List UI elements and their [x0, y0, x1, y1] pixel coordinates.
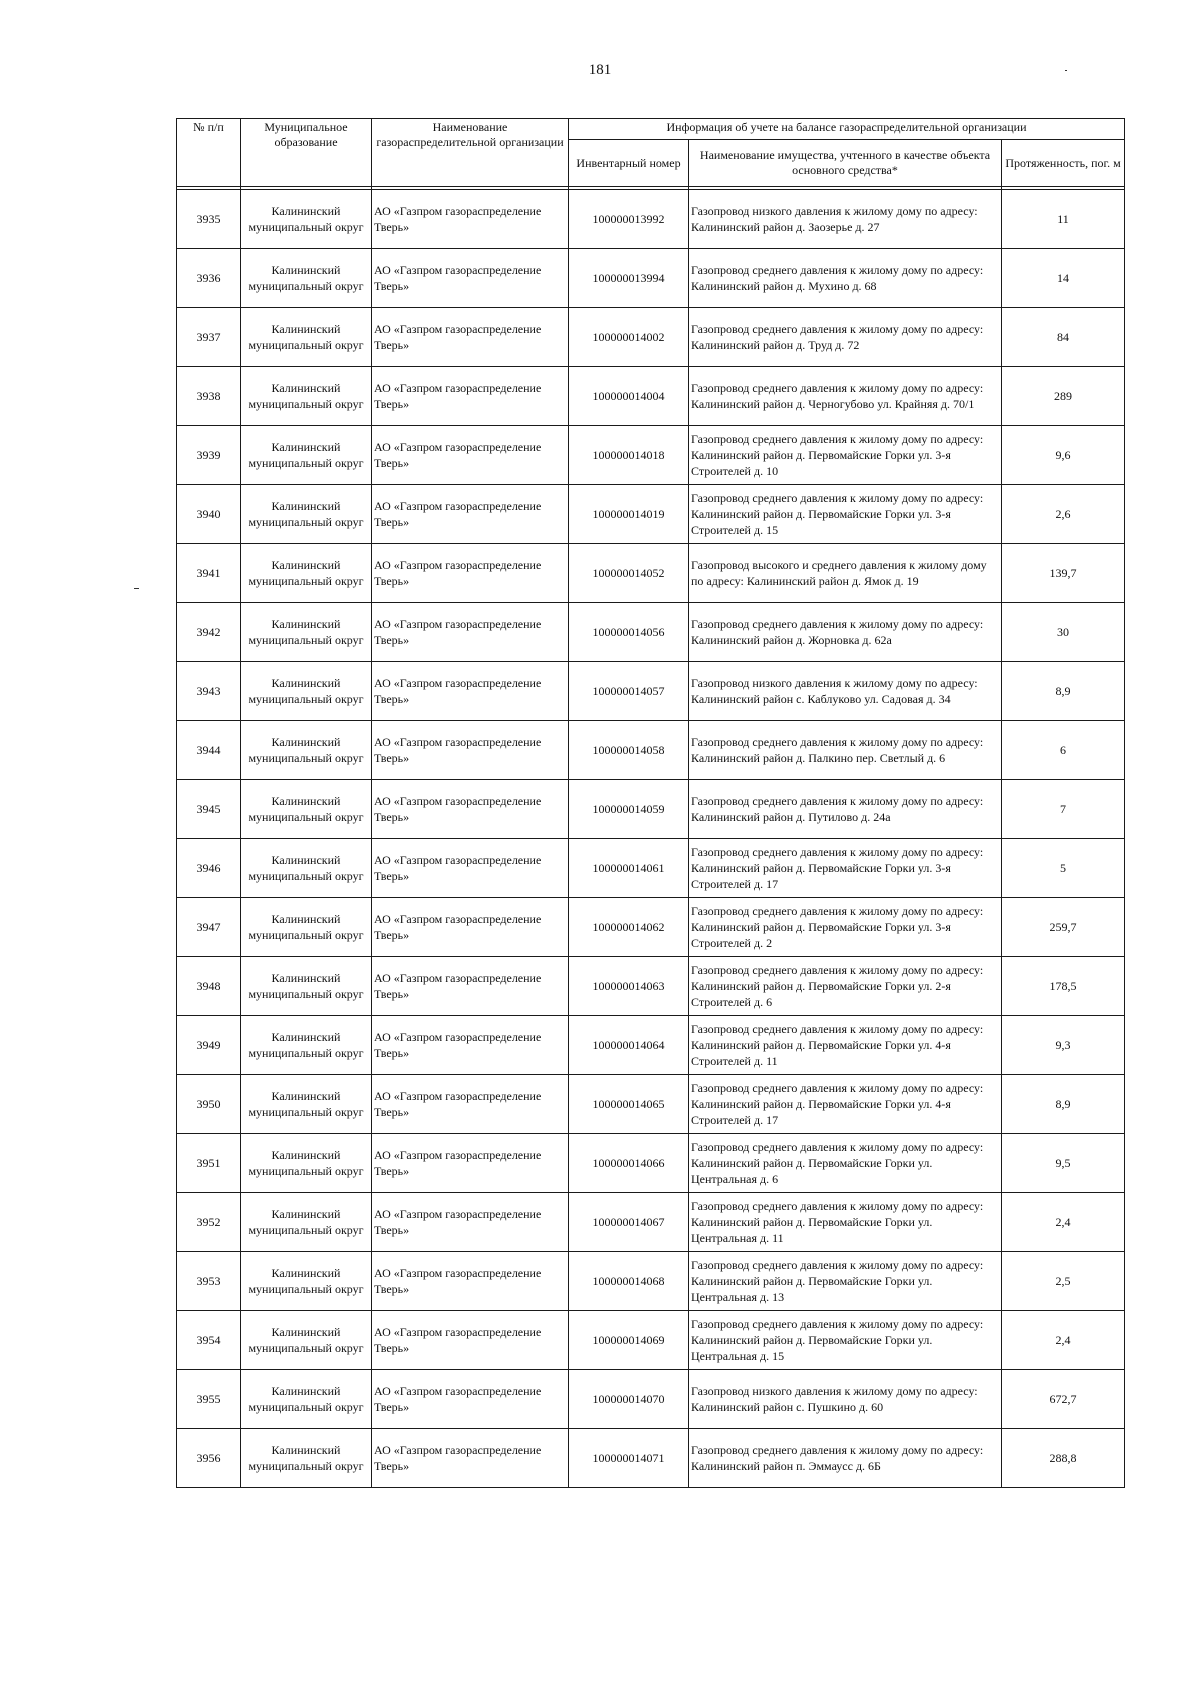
row-property-name: Газопровод среднего давления к жилому дому по адресу: Калининский район п. Эммаусс д. 6Б: [689, 1429, 1002, 1488]
row-municipality: Калининский муниципальный округ: [241, 1134, 372, 1193]
row-municipality: Калининский муниципальный округ: [241, 1016, 372, 1075]
row-length: 30: [1002, 603, 1125, 662]
table-row: [177, 957, 1125, 1016]
table-row: [177, 721, 1125, 780]
table-row: [177, 426, 1125, 485]
row-property-name: Газопровод высокого и среднего давления к жилому дому по адресу: Калининский район д. Ямок д. 19: [689, 544, 1002, 603]
row-inventory-number: 100000014002: [569, 308, 689, 367]
row-municipality: Калининский муниципальный округ: [241, 426, 372, 485]
row-municipality: Калининский муниципальный округ: [241, 1429, 372, 1488]
row-inventory-number: 100000014059: [569, 780, 689, 839]
row-inventory-number: 100000014070: [569, 1370, 689, 1429]
row-org: АО «Газпром газораспределение Тверь»: [372, 1134, 569, 1193]
row-org: АО «Газпром газораспределение Тверь»: [372, 1193, 569, 1252]
row-inventory-number: 100000013994: [569, 249, 689, 308]
row-org: АО «Газпром газораспределение Тверь»: [372, 1429, 569, 1488]
row-property-name: Газопровод среднего давления к жилому дому по адресу: Калининский район д. Первомайские Горки ул. 4-я Строителей д. 17: [689, 1075, 1002, 1134]
row-property-name: Газопровод среднего давления к жилому дому по адресу: Калининский район д. Первомайские Горки ул. 4-я Строителей д. 11: [689, 1016, 1002, 1075]
row-length: 8,9: [1002, 1075, 1125, 1134]
row-municipality: Калининский муниципальный округ: [241, 544, 372, 603]
row-length: 9,6: [1002, 426, 1125, 485]
row-number: 3937: [177, 308, 241, 367]
table-row: [177, 485, 1125, 544]
header-length: Протяженность, пог. м: [1002, 140, 1125, 187]
table-row: [177, 1252, 1125, 1311]
header-info-group: Информация об учете на балансе газораспределительной организации: [569, 119, 1125, 140]
row-property-name: Газопровод среднего давления к жилому дому по адресу: Калининский район д. Труд д. 72: [689, 308, 1002, 367]
row-property-name: Газопровод среднего давления к жилому дому по адресу: Калининский район д. Первомайские Горки ул. 3-я Строителей д. 15: [689, 485, 1002, 544]
row-property-name: Газопровод среднего давления к жилому дому по адресу: Калининский район д. Первомайские Горки ул. Центральная д. 6: [689, 1134, 1002, 1193]
row-municipality: Калининский муниципальный округ: [241, 898, 372, 957]
row-municipality: Калининский муниципальный округ: [241, 249, 372, 308]
row-org: АО «Газпром газораспределение Тверь»: [372, 1016, 569, 1075]
row-municipality: Калининский муниципальный округ: [241, 839, 372, 898]
row-org: АО «Газпром газораспределение Тверь»: [372, 603, 569, 662]
header-org: Наименование газораспределительной организации: [372, 119, 569, 187]
row-municipality: Калининский муниципальный округ: [241, 190, 372, 249]
row-org: АО «Газпром газораспределение Тверь»: [372, 426, 569, 485]
row-length: 288,8: [1002, 1429, 1125, 1488]
row-inventory-number: 100000014068: [569, 1252, 689, 1311]
row-inventory-number: 100000014067: [569, 1193, 689, 1252]
row-length: 2,4: [1002, 1193, 1125, 1252]
row-number: 3952: [177, 1193, 241, 1252]
row-inventory-number: 100000014057: [569, 662, 689, 721]
row-number: 3956: [177, 1429, 241, 1488]
row-number: 3940: [177, 485, 241, 544]
table-row: [177, 1075, 1125, 1134]
row-number: 3953: [177, 1252, 241, 1311]
row-org: АО «Газпром газораспределение Тверь»: [372, 544, 569, 603]
row-property-name: Газопровод низкого давления к жилому дому по адресу: Калининский район с. Пушкино д. 60: [689, 1370, 1002, 1429]
row-org: АО «Газпром газораспределение Тверь»: [372, 190, 569, 249]
row-length: 289: [1002, 367, 1125, 426]
row-municipality: Калининский муниципальный округ: [241, 367, 372, 426]
row-property-name: Газопровод среднего давления к жилому дому по адресу: Калининский район д. Первомайские Горки ул. 3-я Строителей д. 17: [689, 839, 1002, 898]
row-inventory-number: 100000014052: [569, 544, 689, 603]
row-org: АО «Газпром газораспределение Тверь»: [372, 308, 569, 367]
row-org: АО «Газпром газораспределение Тверь»: [372, 839, 569, 898]
table-row: [177, 367, 1125, 426]
row-inventory-number: 100000014064: [569, 1016, 689, 1075]
row-inventory-number: 100000014063: [569, 957, 689, 1016]
row-municipality: Калининский муниципальный округ: [241, 957, 372, 1016]
row-property-name: Газопровод среднего давления к жилому дому по адресу: Калининский район д. Первомайские Горки ул. Центральная д. 13: [689, 1252, 1002, 1311]
row-length: 84: [1002, 308, 1125, 367]
row-inventory-number: 100000014065: [569, 1075, 689, 1134]
row-length: 2,4: [1002, 1311, 1125, 1370]
row-number: 3955: [177, 1370, 241, 1429]
register-table: [176, 118, 1125, 1488]
row-length: 672,7: [1002, 1370, 1125, 1429]
row-property-name: Газопровод среднего давления к жилому дому по адресу: Калининский район д. Первомайские Горки ул. Центральная д. 15: [689, 1311, 1002, 1370]
row-property-name: Газопровод среднего давления к жилому дому по адресу: Калининский район д. Мухино д. 68: [689, 249, 1002, 308]
row-municipality: Калининский муниципальный округ: [241, 1075, 372, 1134]
row-org: АО «Газпром газораспределение Тверь»: [372, 1311, 569, 1370]
row-inventory-number: 100000014056: [569, 603, 689, 662]
row-number: 3939: [177, 426, 241, 485]
row-org: АО «Газпром газораспределение Тверь»: [372, 957, 569, 1016]
row-number: 3950: [177, 1075, 241, 1134]
row-municipality: Калининский муниципальный округ: [241, 1252, 372, 1311]
header-inventory: Инвентарный номер: [569, 140, 689, 187]
table-body: [177, 187, 1125, 1488]
table-row: [177, 898, 1125, 957]
row-number: 3943: [177, 662, 241, 721]
row-property-name: Газопровод среднего давления к жилому дому по адресу: Калининский район д. Первомайские Горки ул. 3-я Строителей д. 10: [689, 426, 1002, 485]
row-number: 3938: [177, 367, 241, 426]
row-municipality: Калининский муниципальный округ: [241, 603, 372, 662]
row-property-name: Газопровод среднего давления к жилому дому по адресу: Калининский район д. Путилово д. 24а: [689, 780, 1002, 839]
header-property: Наименование имущества, учтенного в качестве объекта основного средства*: [689, 140, 1002, 187]
row-org: АО «Газпром газораспределение Тверь»: [372, 249, 569, 308]
row-org: АО «Газпром газораспределение Тверь»: [372, 662, 569, 721]
table-row: [177, 308, 1125, 367]
row-org: АО «Газпром газораспределение Тверь»: [372, 1370, 569, 1429]
row-inventory-number: 100000014004: [569, 367, 689, 426]
row-length: 5: [1002, 839, 1125, 898]
row-inventory-number: 100000014062: [569, 898, 689, 957]
row-inventory-number: 100000013992: [569, 190, 689, 249]
row-number: 3949: [177, 1016, 241, 1075]
row-property-name: Газопровод среднего давления к жилому дому по адресу: Калининский район д. Жорновка д. 62а: [689, 603, 1002, 662]
row-municipality: Калининский муниципальный округ: [241, 721, 372, 780]
row-length: 11: [1002, 190, 1125, 249]
row-length: 2,5: [1002, 1252, 1125, 1311]
header-municipality: Муниципальное образование: [241, 119, 372, 187]
row-org: АО «Газпром газораспределение Тверь»: [372, 721, 569, 780]
scan-mark: [134, 588, 139, 589]
table-row: [177, 603, 1125, 662]
table-row: [177, 1016, 1125, 1075]
row-inventory-number: 100000014018: [569, 426, 689, 485]
row-length: 8,9: [1002, 662, 1125, 721]
row-number: 3945: [177, 780, 241, 839]
row-municipality: Калининский муниципальный округ: [241, 780, 372, 839]
row-length: 7: [1002, 780, 1125, 839]
row-length: 9,3: [1002, 1016, 1125, 1075]
table-header: [177, 119, 1125, 187]
table-row: [177, 1311, 1125, 1370]
row-number: 3951: [177, 1134, 241, 1193]
row-property-name: Газопровод среднего давления к жилому дому по адресу: Калининский район д. Первомайские Горки ул. 2-я Строителей д. 6: [689, 957, 1002, 1016]
row-org: АО «Газпром газораспределение Тверь»: [372, 898, 569, 957]
table-row: [177, 1370, 1125, 1429]
row-number: 3941: [177, 544, 241, 603]
table-row: [177, 1193, 1125, 1252]
row-municipality: Калининский муниципальный округ: [241, 1370, 372, 1429]
row-property-name: Газопровод низкого давления к жилому дому по адресу: Калининский район д. Заозерье д. 27: [689, 190, 1002, 249]
header-num: № п/п: [177, 119, 241, 187]
row-number: 3942: [177, 603, 241, 662]
row-org: АО «Газпром газораспределение Тверь»: [372, 1075, 569, 1134]
row-number: 3935: [177, 190, 241, 249]
row-municipality: Калининский муниципальный округ: [241, 662, 372, 721]
row-inventory-number: 100000014058: [569, 721, 689, 780]
row-org: АО «Газпром газораспределение Тверь»: [372, 367, 569, 426]
table-row: [177, 249, 1125, 308]
row-number: 3946: [177, 839, 241, 898]
row-municipality: Калининский муниципальный округ: [241, 308, 372, 367]
table-row: [177, 839, 1125, 898]
scan-mark: [1065, 70, 1067, 71]
row-number: 3948: [177, 957, 241, 1016]
row-org: АО «Газпром газораспределение Тверь»: [372, 1252, 569, 1311]
row-length: 259,7: [1002, 898, 1125, 957]
row-org: АО «Газпром газораспределение Тверь»: [372, 780, 569, 839]
table-row: [177, 780, 1125, 839]
row-number: 3936: [177, 249, 241, 308]
page-number: 181: [588, 62, 612, 78]
row-municipality: Калининский муниципальный округ: [241, 485, 372, 544]
row-property-name: Газопровод низкого давления к жилому дому по адресу: Калининский район с. Каблуково ул. Садовая д. 34: [689, 662, 1002, 721]
row-property-name: Газопровод среднего давления к жилому дому по адресу: Калининский район д. Первомайские Горки ул. Центральная д. 11: [689, 1193, 1002, 1252]
row-length: 6: [1002, 721, 1125, 780]
row-inventory-number: 100000014069: [569, 1311, 689, 1370]
row-length: 9,5: [1002, 1134, 1125, 1193]
row-municipality: Калининский муниципальный округ: [241, 1311, 372, 1370]
row-property-name: Газопровод среднего давления к жилому дому по адресу: Калининский район д. Первомайские Горки ул. 3-я Строителей д. 2: [689, 898, 1002, 957]
row-org: АО «Газпром газораспределение Тверь»: [372, 485, 569, 544]
row-municipality: Калининский муниципальный округ: [241, 1193, 372, 1252]
row-length: 178,5: [1002, 957, 1125, 1016]
row-property-name: Газопровод среднего давления к жилому дому по адресу: Калининский район д. Черногубово ул. Крайняя д. 70/1: [689, 367, 1002, 426]
row-property-name: Газопровод среднего давления к жилому дому по адресу: Калининский район д. Палкино пер. Светлый д. 6: [689, 721, 1002, 780]
row-inventory-number: 100000014066: [569, 1134, 689, 1193]
table-row: [177, 662, 1125, 721]
row-number: 3947: [177, 898, 241, 957]
row-inventory-number: 100000014061: [569, 839, 689, 898]
table-row: [177, 1134, 1125, 1193]
row-length: 2,6: [1002, 485, 1125, 544]
row-inventory-number: 100000014071: [569, 1429, 689, 1488]
row-inventory-number: 100000014019: [569, 485, 689, 544]
table-row: [177, 544, 1125, 603]
row-length: 14: [1002, 249, 1125, 308]
row-length: 139,7: [1002, 544, 1125, 603]
row-number: 3954: [177, 1311, 241, 1370]
row-number: 3944: [177, 721, 241, 780]
table-row: [177, 190, 1125, 249]
table-row: [177, 1429, 1125, 1488]
